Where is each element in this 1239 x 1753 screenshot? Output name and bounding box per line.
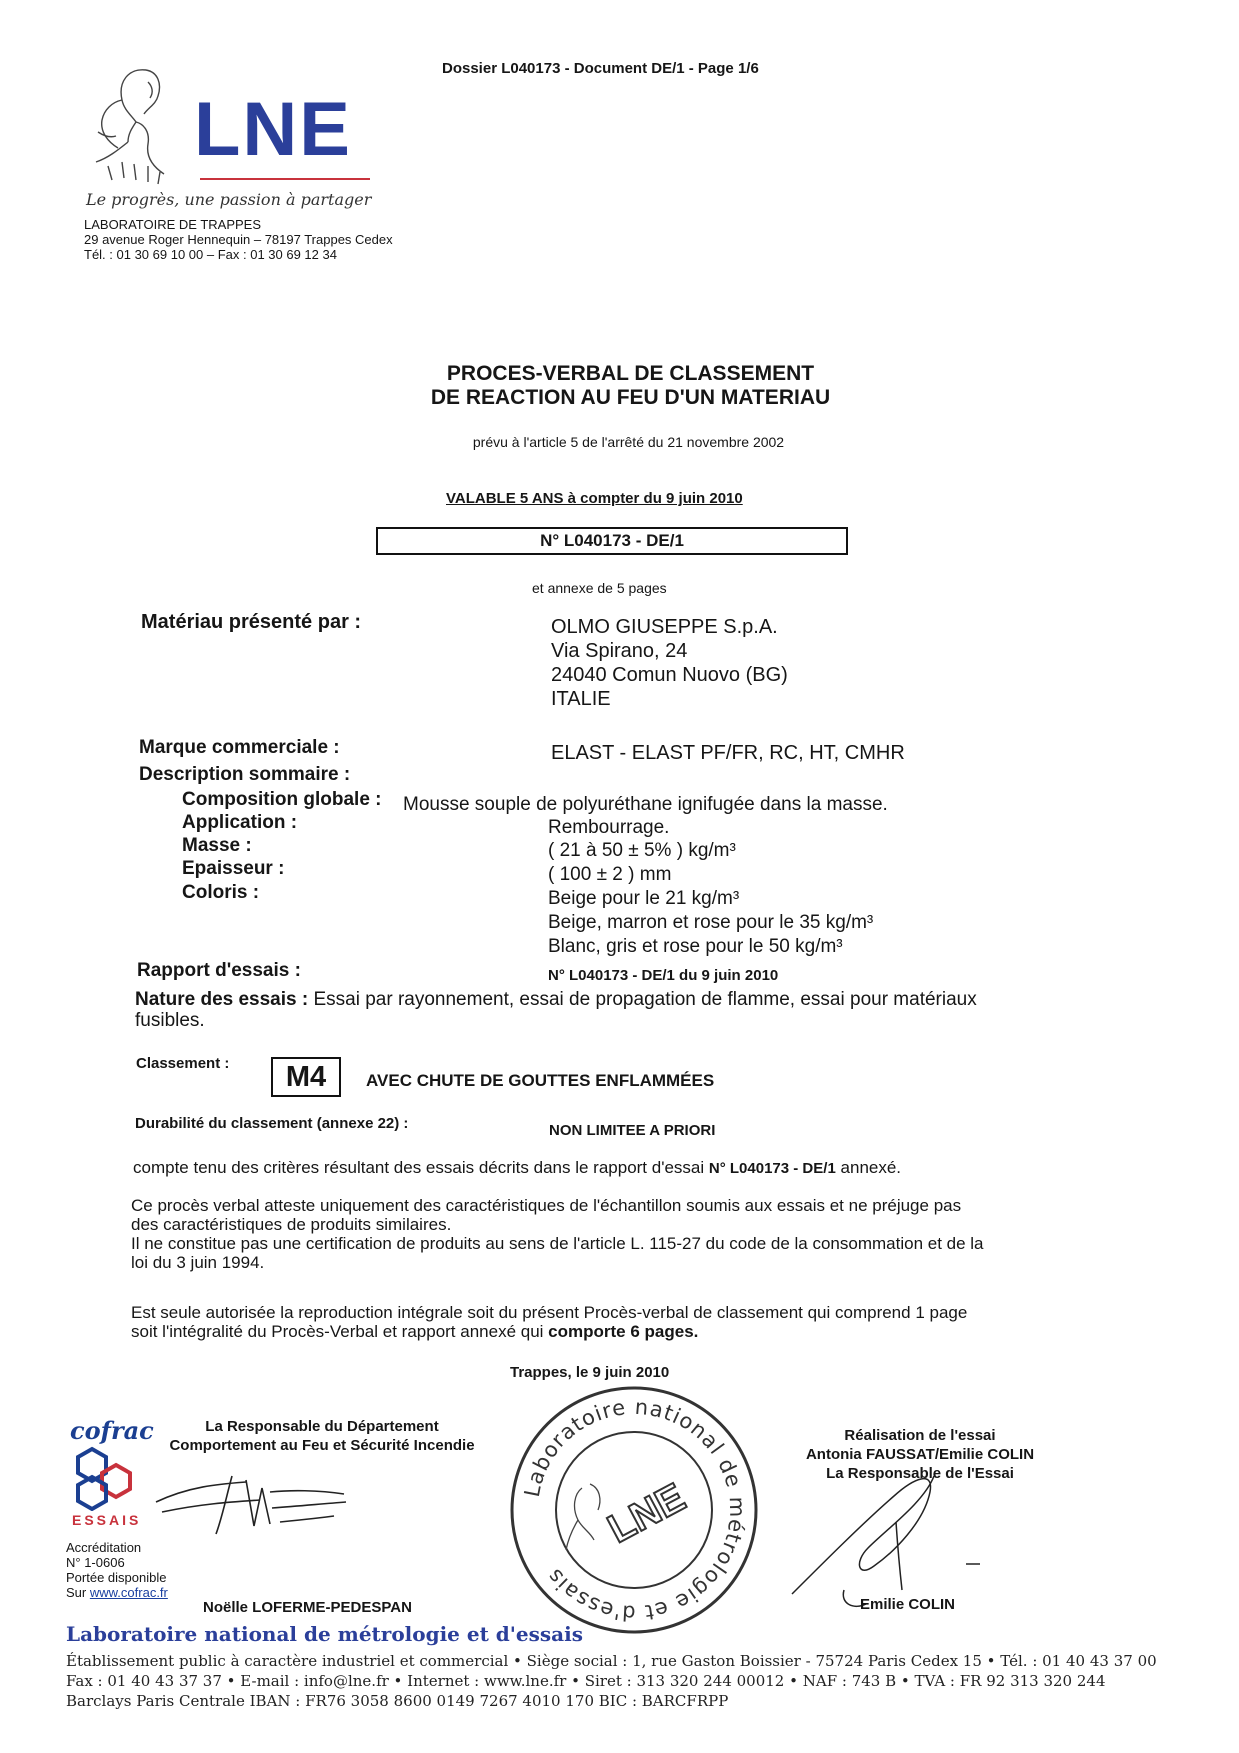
paragraph-criteria [133,1158,901,1178]
tests-value: Essai par rayonnement, essai de propagation de flamme, essai pour matériaux [313,989,977,1010]
disclaimer-line4: loi du 3 juin 1994. [131,1253,265,1272]
logo-underline [200,178,370,180]
thickness-label: Epaisseur : [182,858,285,879]
right-signatory-name: Emilie COLIN [860,1596,956,1613]
lab-address-block [84,217,393,262]
paragraph-disclaimer [131,1196,1091,1272]
classification-label: Classement : [136,1055,230,1072]
dossier-reference: Dossier L040173 - Document DE/1 - Page 1/6 [442,60,759,77]
company-city: 24040 Comun Nuovo (BG) [551,664,788,686]
accreditation-label: Accréditation [66,1540,142,1555]
seal-ring-text: Laboratoire national de métrologie et d'essais [519,1394,750,1626]
colors-label: Coloris : [182,882,260,903]
company-street: Via Spirano, 24 [551,640,688,662]
tests-block [135,989,1095,1031]
criteria-text: compte tenu des critères résultant des essais décrits dans le rapport d'essai [133,1158,705,1177]
accreditation-scope: Portée disponible [66,1570,167,1585]
company-country: ITALIE [551,688,611,710]
left-signatory-name: Noëlle LOFERME-PEDESPAN [203,1599,412,1616]
report-value: N° L040173 - DE/1 du 9 juin 2010 [548,967,779,984]
accreditation-number: N° 1-0606 [66,1555,125,1570]
paragraph-reproduction [131,1303,1091,1341]
lab-address: 29 avenue Roger Hennequin – 78197 Trappes Cedex [84,232,393,247]
reproduction-pages: comporte 6 pages. [548,1322,699,1341]
application-label: Application : [182,812,298,833]
tests-label: Nature des essais : [135,989,309,1010]
lab-phone: Tél. : 01 30 69 10 00 – Fax : 01 30 69 12 34 [84,247,337,262]
mass-label: Masse : [182,835,252,856]
place-date: Trappes, le 9 juin 2010 [510,1364,670,1381]
document-title-line2: DE REACTION AU FEU D'UN MATERIAU [430,386,831,409]
thickness-value: ( 100 ± 2 ) mm [548,864,672,885]
durability-label: Durabilité du classement (annexe 22) : [135,1115,409,1132]
composition-label: Composition globale : [182,789,382,810]
composition-value: Mousse souple de polyuréthane ignifugée dans la masse. [403,794,888,815]
cofrac-link[interactable]: www.cofrac.fr [89,1585,168,1600]
classification-box: M4 [271,1057,341,1097]
marianne-logo-icon [88,62,200,186]
lne-logo-text: LNE [194,87,352,172]
reproduction-line1: Est seule autorisée la reproduction intégrale soit du présent Procès-verbal de classement qui comprend 1 page [131,1303,968,1322]
left-signatory-title [152,1417,492,1455]
brand-label: Marque commerciale : [139,737,340,758]
durability-value: NON LIMITEE A PRIORI [549,1122,716,1139]
left-title-line2: Comportement au Feu et Sécurité Incendie [169,1437,475,1454]
left-title-line1: La Responsable du Département [205,1418,439,1435]
seal-lne-text: LNE [600,1475,693,1552]
classification-detail: AVEC CHUTE DE GOUTTES ENFLAMMÉES [366,1071,715,1090]
application-value: Rembourrage. [548,817,670,838]
description-label: Description sommaire : [139,764,351,785]
disclaimer-line2: des caractéristiques de produits similaires. [131,1215,452,1234]
cofrac-logo-text: cofrac [70,1416,154,1445]
mass-value: ( 21 à 50 ± 5% ) kg/m³ [548,840,736,861]
criteria-end: annexé. [840,1158,902,1177]
right-signature-icon [784,1462,1004,1612]
lne-seal-stamp-icon [508,1384,760,1636]
tests-value-cont: fusibles. [135,1010,205,1031]
report-label: Rapport d'essais : [137,960,301,981]
disclaimer-line1: Ce procès verbal atteste uniquement des caractéristiques de l'échantillon soumis aux essais et ne préjuge pas [131,1196,962,1215]
tagline: Le progrès, une passion à partager [86,190,372,209]
reproduction-line2: soit l'intégralité du Procès-Verbal et rapport annexé qui [131,1322,544,1341]
company-name: OLMO GIUSEPPE S.p.A. [551,616,778,638]
annex-note: et annexe de 5 pages [532,580,667,596]
footer-line1: Établissement public à caractère industriel et commercial • Siège social : 1, rue Gaston Boissier - 75724 Paris Cedex 15 • Tél. : 01 40 43 37 00 [66,1652,1157,1670]
accreditation-block [66,1540,168,1600]
color-line-2: Beige, marron et rose pour le 35 kg/m³ [548,912,874,933]
disclaimer-line3: Il ne constitue pas une certification de produits au sens de l'article L. 115-27 du code de la consommation et de la [131,1234,984,1253]
footer-legal [66,1651,1157,1711]
presented-by-label: Matériau présenté par : [141,611,362,633]
criteria-ref: N° L040173 - DE/1 [708,1160,836,1177]
document-title-line1: PROCES-VERBAL DE CLASSEMENT [446,362,815,385]
footer-line2: Fax : 01 40 43 37 37 • E-mail : info@lne.fr • Internet : www.lne.fr • Siret : 313 320 244 00012 • NAF : 743 B • TVA : FR 92 313 320 244 [66,1672,1106,1690]
footer-organization: Laboratoire national de métrologie et d'essais [66,1622,583,1646]
left-signature-icon [150,1468,350,1538]
right-title-line2: Antonia FAUSSAT/Emilie COLIN [805,1446,1035,1463]
lab-name: LABORATOIRE DE TRAPPES [84,217,261,232]
cofrac-essais: ESSAIS [72,1512,142,1528]
brand-value: ELAST - ELAST PF/FR, RC, HT, CMHR [551,742,905,764]
color-line-3: Blanc, gris et rose pour le 50 kg/m³ [548,936,843,957]
color-line-1: Beige pour le 21 kg/m³ [548,888,740,909]
right-title-line3: La Responsable de l'Essai [826,1465,1014,1482]
footer-line3: Barclays Paris Centrale IBAN : FR76 3058 8600 0149 7267 4010 170 BIC : BARCFRPP [66,1692,729,1710]
validity-statement: VALABLE 5 ANS à compter du 9 juin 2010 [446,490,743,507]
right-title-line1: Réalisation de l'essai [844,1427,996,1444]
document-subtitle: prévu à l'article 5 de l'arrêté du 21 novembre 2002 [472,434,785,450]
cofrac-hexagon-icon [70,1443,140,1511]
document-number-box: N° L040173 - DE/1 [376,527,848,555]
accreditation-site-prefix: Sur [66,1585,87,1600]
